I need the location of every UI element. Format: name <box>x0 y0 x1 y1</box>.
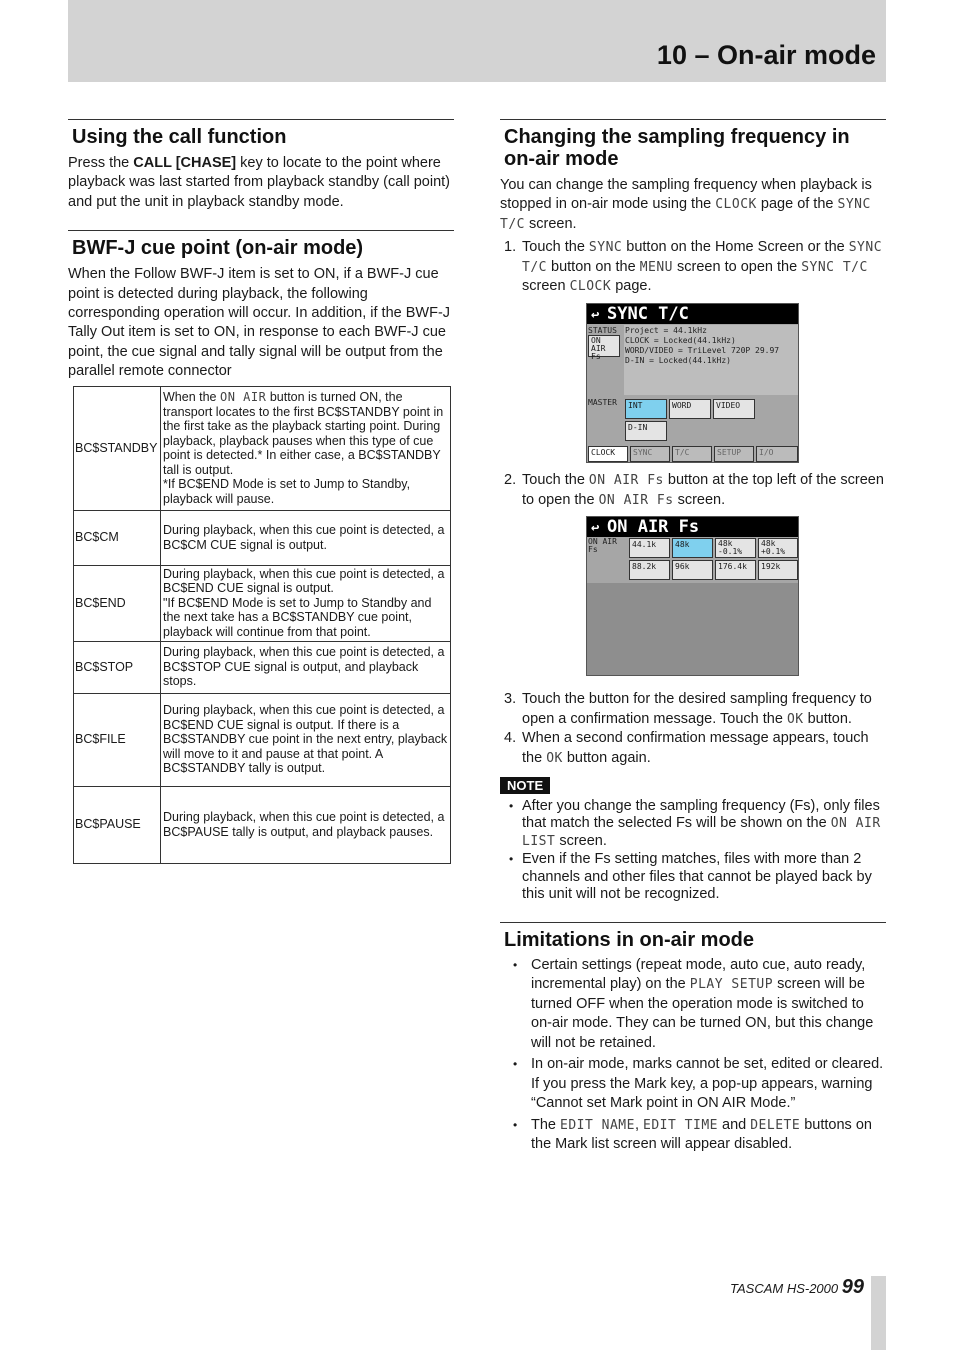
chapter-title: 10 – On-air mode <box>656 40 876 70</box>
table-row <box>74 510 451 565</box>
fs-intro: You can change the sampling frequency when playback is stopped in on-air mode using the CLOCK page of the SYNC T/C screen. <box>500 177 872 232</box>
heading-bwf-cue: BWF-J cue point (on-air mode) <box>68 230 454 259</box>
cue-description: During playback, when this cue point is detected, a BC$PAUSE tally is output, and playback pauses. <box>161 786 451 863</box>
header-band <box>68 0 886 82</box>
info-line: WORD/VIDEO = TriLevel 720P 29.97 <box>625 346 780 355</box>
note-badge: NOTE <box>500 777 550 794</box>
table-row <box>74 641 451 693</box>
right-column <box>500 119 886 1155</box>
cue-label: BC$STOP <box>74 641 161 693</box>
back-arrow-icon: ↩ <box>591 307 600 323</box>
steps-list <box>500 471 886 510</box>
sync-tc-screenshot <box>586 303 799 463</box>
note-item: • After you change the sampling frequency (Fs), only files that match the selected Fs will be shown on the ON AIR LIST screen. <box>500 798 886 851</box>
on-air-fs-label: ON AIR Fs <box>588 537 617 555</box>
cue-description: During playback, when this cue point is detected, a BC$CM CUE signal is output. <box>161 510 451 565</box>
info-line: D-IN = Locked(44.1kHz) <box>625 356 731 365</box>
step-3: 3. Touch the button for the desired sampling frequency to open a confirmation message. Touch the OK button. <box>504 691 872 727</box>
cue-point-table <box>73 386 451 864</box>
status-label: STATUS <box>588 326 617 335</box>
note-list <box>500 798 886 904</box>
screen-title-bar: ↩ ON AIR Fs <box>587 517 798 537</box>
tab-clock[interactable]: CLOCK <box>588 446 628 462</box>
screen-title-bar: ↩ SYNC T/C <box>587 304 798 324</box>
tab-tc[interactable]: T/C <box>672 446 712 462</box>
page-number: 99 <box>841 1276 864 1298</box>
fs-44k-button[interactable]: 44.1k <box>629 538 670 558</box>
cue-label: BC$FILE <box>74 693 161 786</box>
word-button[interactable]: WORD <box>669 399 711 419</box>
table-row <box>74 786 451 863</box>
cue-description: During playback, when this cue point is detected, a BC$END CUE signal is output. If there is a BC$STANDBY cue point in the next entry, playback will move to it and pause at that point. A BC$STANDBY tally is output. <box>161 693 451 786</box>
steps-list <box>500 238 886 297</box>
footer-brand: TASCAM HS-2000 <box>730 1281 842 1296</box>
on-air-fs-button[interactable]: ON AIR Fs <box>588 335 620 357</box>
tab-setup[interactable]: SETUP <box>714 446 754 462</box>
fs-96k-button[interactable]: 96k <box>672 560 713 580</box>
empty-screen-area <box>587 583 798 675</box>
note-item: • Even if the Fs setting matches, files with more than 2 channels and other files that cannot be played back by this unit will not be recognized. <box>500 851 886 904</box>
fs-48k-button[interactable]: 48k <box>672 538 713 558</box>
fs-48k-minus-button[interactable]: 48k -0.1% <box>715 538 756 558</box>
info-line: Project = 44.1kHz <box>625 326 707 335</box>
on-air-fs-screenshot <box>586 516 799 676</box>
tab-io[interactable]: I/O <box>756 446 798 462</box>
call-paragraph: Press the CALL [CHASE] key to locate to the point where playback was last started from playback standby (call point) and put the unit in playback standby mode. <box>68 155 451 210</box>
cue-label: BC$END <box>74 565 161 641</box>
page-footer <box>730 1276 864 1299</box>
video-button[interactable]: VIDEO <box>713 399 755 419</box>
fs-88k-button[interactable]: 88.2k <box>629 560 670 580</box>
fs-176k-button[interactable]: 176.4k <box>715 560 756 580</box>
heading-call-function: Using the call function <box>68 119 454 148</box>
table-row <box>74 693 451 786</box>
cue-label: BC$PAUSE <box>74 786 161 863</box>
steps-list <box>500 690 886 768</box>
cue-label: BC$STANDBY <box>74 386 161 510</box>
left-column <box>68 119 454 864</box>
heading-sampling-frequency: Changing the sampling frequency in on-air mode <box>500 119 886 170</box>
limitation-item: • The EDIT NAME, EDIT TIME and DELETE buttons on the Mark list screen will appear disabled. <box>500 1116 886 1155</box>
cue-description: During playback, when this cue point is detected, a BC$END CUE signal is output. "If BC$END Mode is set to Jump to Standby and the next take has a BC$STANDBY cue point, playback will continue from that point. <box>161 565 451 641</box>
heading-limitations: Limitations in on-air mode <box>500 922 886 951</box>
limitation-item: • Certain settings (repeat mode, auto cue, auto ready, incremental play) on the PLAY SETUP screen will be turned OFF when the operation mode is switched to on-air mode. They can be turned ON, but this change will not be retained. <box>500 956 886 1054</box>
step-1: 1. Touch the SYNC button on the Home Screen or the SYNC T/C button on the MENU screen to open the SYNC T/C screen CLOCK page. <box>504 239 883 295</box>
back-arrow-icon: ↩ <box>591 520 600 537</box>
cue-description: During playback, when this cue point is detected, a BC$STOP CUE signal is output, and playback stops. <box>161 641 451 693</box>
table-row <box>74 386 451 510</box>
fs-192k-button[interactable]: 192k <box>758 560 798 580</box>
cue-label: BC$CM <box>74 510 161 565</box>
cue-description: When the ON AIR button is turned ON, the transport locates to the first BC$STANDBY point in the first take as the playback starting point. During playback, playback pauses when this type of cue point is detected.* In either case, a BC$STANDBY tall is output. *If BC$END Mode is set to Jump to Standby, playback will pause. <box>161 386 451 510</box>
d-in-button[interactable]: D-IN <box>625 421 667 441</box>
footer-tab <box>871 1276 886 1350</box>
bwf-paragraph: When the Follow BWF-J item is set to ON, if a BWF-J cue point is detected during playback, the following corresponding operation will occur. In addition, if the BWF-J Tally Out item is set to ON, in response to each BWF-J cue point, the cue signal and tally signal will be output from the parallel remote connector <box>68 266 451 380</box>
master-label: MASTER <box>588 398 617 407</box>
limitations-list <box>500 956 886 1155</box>
int-button[interactable]: INT <box>625 399 667 419</box>
info-line: CLOCK = Locked(44.1kHz) <box>625 336 736 345</box>
limitation-item: • In on-air mode, marks cannot be set, edited or cleared. If you press the Mark key, a pop-up appears, warning “Cannot set Mark point in ON AIR Mode.” <box>500 1055 886 1114</box>
step-4: 4. When a second confirmation message appears, touch the OK button again. <box>504 730 869 766</box>
tab-sync[interactable]: SYNC <box>630 446 670 462</box>
fs-48k-plus-button[interactable]: 48k +0.1% <box>758 538 798 558</box>
status-info-panel <box>624 325 798 395</box>
step-2: 2. Touch the ON AIR Fs button at the top left of the screen to open the ON AIR Fs screen. <box>504 472 884 508</box>
table-row <box>74 565 451 641</box>
